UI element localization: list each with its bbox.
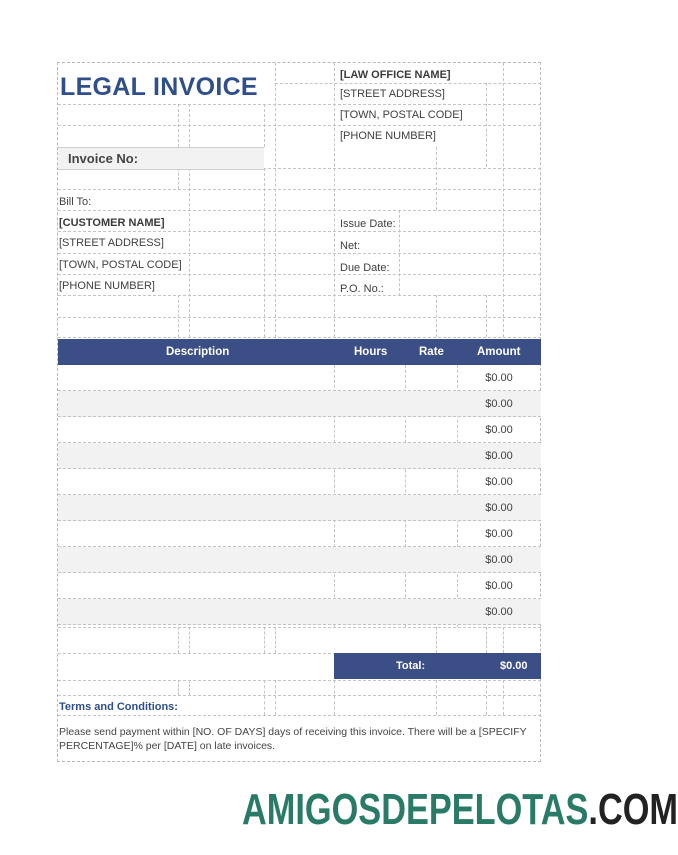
grid-line: [58, 695, 541, 696]
grid-line: [486, 680, 487, 715]
grid-line: [264, 168, 265, 337]
table-row[interactable]: [58, 391, 541, 417]
col-amount: Amount: [477, 346, 521, 358]
invoice-title: LEGAL INVOICE: [60, 73, 258, 101]
grid-line: [58, 627, 541, 628]
grid-line: [58, 231, 541, 232]
due-date-label: Due Date:: [340, 262, 390, 274]
grid-line: [275, 680, 276, 715]
law-office-town[interactable]: [TOWN, POSTAL CODE]: [340, 109, 463, 121]
grid-line: [58, 680, 541, 681]
customer-name[interactable]: [CUSTOMER NAME]: [59, 217, 165, 229]
grid-line: [58, 210, 541, 211]
amount-cell: $0.00: [485, 372, 513, 384]
grid-line: [264, 104, 265, 147]
items-table-header: [58, 339, 541, 365]
grid-line: [275, 627, 276, 653]
total-label: Total:: [396, 660, 426, 672]
grid-line: [58, 715, 541, 716]
grid-line: [264, 627, 265, 653]
amount-cell: $0.00: [485, 450, 513, 462]
amount-cell: $0.00: [485, 502, 513, 514]
grid-line: [189, 680, 190, 695]
table-row[interactable]: [58, 417, 541, 443]
invoice-sheet: [57, 62, 541, 762]
customer-phone[interactable]: [PHONE NUMBER]: [59, 280, 155, 292]
table-row[interactable]: [58, 495, 541, 521]
po-number-label: P.O. No.:: [340, 283, 384, 295]
grid-line: [178, 104, 179, 147]
grid-line: [486, 83, 487, 167]
grid-line: [486, 627, 487, 653]
amount-cell: $0.00: [485, 476, 513, 488]
grid-line: [436, 680, 437, 715]
grid-line: [58, 317, 541, 318]
net-label: Net:: [340, 240, 361, 252]
watermark-tld: .COM: [588, 785, 678, 834]
grid-line: [334, 63, 335, 337]
grid-line: [275, 83, 541, 84]
amount-cell: $0.00: [485, 528, 513, 540]
grid-line: [189, 168, 190, 337]
grid-line: [503, 63, 504, 337]
customer-town[interactable]: [TOWN, POSTAL CODE]: [59, 259, 182, 271]
amount-cell: $0.00: [485, 424, 513, 436]
grid-line: [264, 680, 265, 715]
grid-line: [178, 680, 179, 695]
invoice-number-label: Invoice No:: [68, 151, 139, 166]
amount-cell: $0.00: [485, 606, 513, 618]
grid-line: [58, 337, 541, 338]
table-row[interactable]: [58, 469, 541, 495]
grid-line: [436, 295, 437, 337]
grid-line: [178, 295, 179, 337]
grid-line: [503, 680, 504, 715]
amount-cell: $0.00: [485, 580, 513, 592]
grid-line: [399, 210, 400, 296]
grid-line: [58, 104, 541, 105]
grid-line: [189, 627, 190, 653]
total-value: $0.00: [500, 660, 528, 672]
grid-line: [189, 104, 190, 147]
law-office-name[interactable]: [LAW OFFICE NAME]: [340, 69, 451, 81]
watermark-name: AMIGOSDEPELOTAS: [242, 785, 589, 834]
grid-line: [58, 125, 541, 126]
grid-line: [334, 680, 335, 715]
table-row[interactable]: [58, 573, 541, 599]
law-office-phone[interactable]: [PHONE NUMBER]: [340, 130, 436, 142]
grid-line: [58, 253, 541, 254]
grid-line: [178, 627, 179, 653]
grid-line: [178, 168, 179, 189]
grid-line: [503, 627, 504, 653]
grid-line: [436, 147, 437, 210]
terms-heading: Terms and Conditions:: [59, 701, 178, 713]
grid-line: [486, 295, 487, 337]
invoice-number-bar: [58, 147, 264, 170]
col-hours: Hours: [354, 346, 388, 358]
table-row[interactable]: [58, 599, 541, 625]
grid-line: [58, 295, 541, 296]
amount-cell: $0.00: [485, 398, 513, 410]
total-bar: [334, 653, 541, 679]
grid-line: [58, 189, 541, 190]
terms-text[interactable]: Please send payment within [NO. OF DAYS] days of receiving this invoice. There will be a [SPECIFY PERCENTAGE]% per [DATE] on late invoices.: [59, 726, 527, 752]
grid-line: [275, 63, 276, 337]
col-description: Description: [166, 346, 230, 358]
grid-line: [436, 627, 437, 653]
table-row[interactable]: [58, 443, 541, 469]
watermark-logo: [242, 785, 678, 835]
customer-street[interactable]: [STREET ADDRESS]: [59, 237, 164, 249]
issue-date-label: Issue Date:: [340, 218, 396, 230]
bill-to-label: Bill To:: [59, 196, 92, 208]
col-rate: Rate: [419, 346, 444, 358]
table-row[interactable]: [58, 547, 541, 573]
amount-cell: $0.00: [485, 554, 513, 566]
law-office-street[interactable]: [STREET ADDRESS]: [340, 88, 445, 100]
table-row[interactable]: [58, 365, 541, 391]
table-row[interactable]: [58, 521, 541, 547]
grid-line: [58, 274, 541, 275]
